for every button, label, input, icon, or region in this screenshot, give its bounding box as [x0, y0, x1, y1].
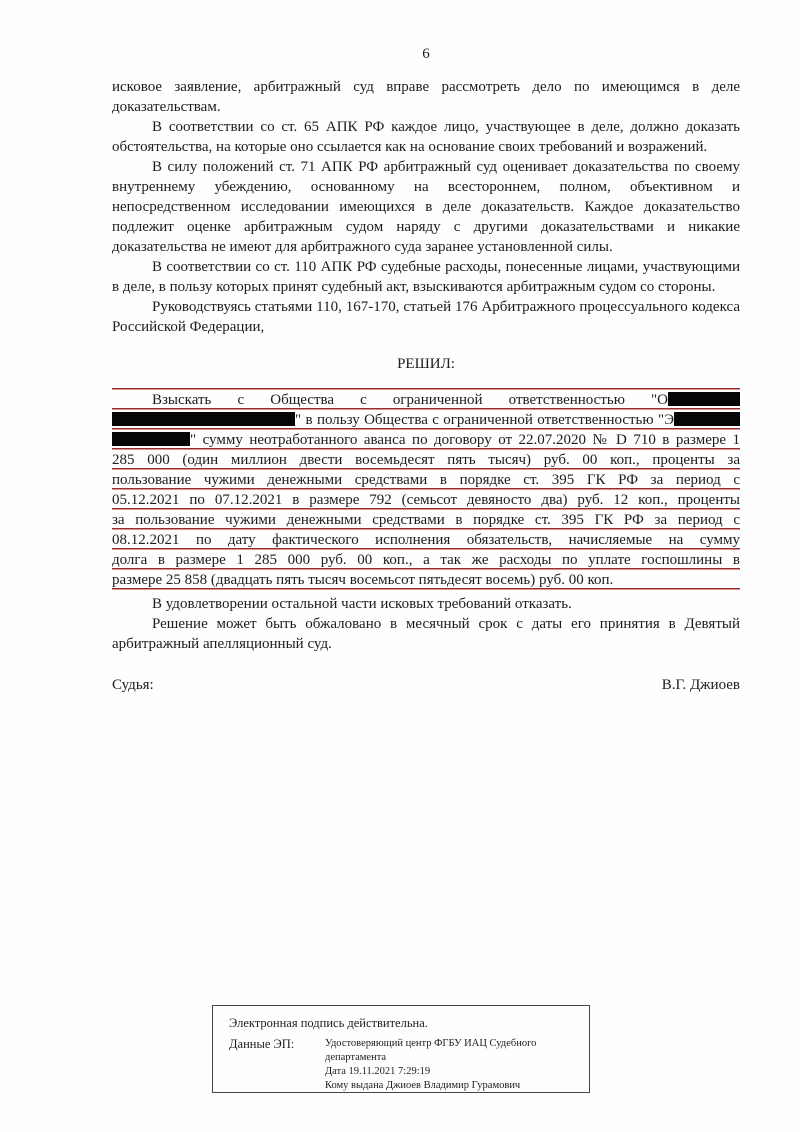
- stamp-cert-line: Кому выдана Джиоев Владимир Гурамович: [325, 1080, 521, 1091]
- stamp-cert-line: Дата 19.11.2021 7:29:19: [325, 1066, 431, 1077]
- stamp-valid-text: Электронная подпись действительна.: [229, 1016, 428, 1030]
- page-number: 6: [422, 46, 430, 62]
- operative-line: Взыскать с Общества с ограниченной ответственностью "О: [112, 390, 740, 410]
- redaction-box: [674, 412, 740, 426]
- paragraph: В соответствии со ст. 110 АПК РФ судебные расходы, понесенные лицами, участвующими в деле, в пользу которых принят судебный акт, взыскиваются арбитражным судом со стороны.: [112, 259, 740, 295]
- operative-line: 08.12.2021 по дату фактического исполнения обязательств, начисляемые на сумму: [112, 532, 740, 548]
- redaction-box: [668, 392, 740, 406]
- stamp-cert-line: Удостоверяющий центр ФГБУ ИАЦ Судебного департамента: [325, 1038, 537, 1063]
- paragraph: В соответствии со ст. 65 АПК РФ каждое лицо, участвующее в деле, должно доказать обстоятельства, на которые оно ссылается как на основание своих требований и возражений.: [112, 119, 740, 155]
- operative-paragraph: [112, 388, 740, 594]
- paragraph: В силу положений ст. 71 АПК РФ арбитражный суд оценивает доказательства по своему внутреннему убеждению, основанному на всестороннем, полном, объективном и непосредственном исследовании имеющихся в деле доказательств. Каждое доказательство подлежит оценке арбитражным судом наряду с другими доказательствами и никакие доказательства не имеют для арбитражного суда заранее установленной силы.: [112, 159, 740, 255]
- paragraph: Решение может быть обжаловано в месячный срок с даты его принятия в Девятый арбитражный апелляционный суд.: [112, 616, 740, 652]
- document-content: [112, 44, 740, 695]
- stamp-data-row: [229, 1037, 579, 1093]
- operative-line: долга в размере 1 285 000 руб. 00 коп., а так же расходы по уплате госпошлины в: [112, 552, 740, 568]
- closing-paragraphs: [112, 594, 740, 654]
- stamp-cert-lines: [325, 1037, 561, 1093]
- redaction-box: [112, 412, 295, 426]
- paragraph: В удовлетворении остальной части исковых требований отказать.: [152, 596, 572, 612]
- signature-stamp: [212, 1005, 590, 1093]
- operative-line: за пользование чужими денежными средствами в порядке ст. 395 ГК РФ за период с: [112, 512, 740, 528]
- redaction-box: [112, 432, 190, 446]
- operative-line: размере 25 858 (двадцать пять тысяч восемьсот пятьдесят восемь) руб. 00 коп.: [112, 572, 614, 588]
- paragraphs: [112, 77, 740, 337]
- operative-line: пользование чужими денежными средствами в порядке ст. 395 ГК РФ за период с: [112, 472, 740, 488]
- signature-row: [112, 675, 740, 695]
- judge-label: Судья:: [112, 677, 154, 693]
- judge-name: В.Г. Джиоев: [661, 677, 740, 693]
- stamp-data-label: Данные ЭП:: [229, 1037, 295, 1051]
- operative-line: " сумму неотработанного аванса по договору от 22.07.2020 № D 710 в размере 1: [112, 430, 740, 450]
- paragraph: исковое заявление, арбитражный суд вправе рассмотреть дело по имеющимся в деле доказательствам.: [112, 79, 740, 115]
- operative-line: 05.12.2021 по 07.12.2021 в размере 792 (семьсот девяносто два) руб. 12 коп., проценты: [112, 492, 740, 508]
- operative-line: 285 000 (один миллион двести восемьдесят пять тысяч) руб. 00 коп., проценты за: [112, 452, 740, 468]
- resolution-heading: РЕШИЛ:: [397, 356, 455, 372]
- operative-line: " в пользу Общества с ограниченной ответственностью "Э: [112, 410, 740, 430]
- paragraph: Руководствуясь статьями 110, 167-170, статьей 176 Арбитражного процессуального кодекса Российской Федерации,: [112, 299, 740, 335]
